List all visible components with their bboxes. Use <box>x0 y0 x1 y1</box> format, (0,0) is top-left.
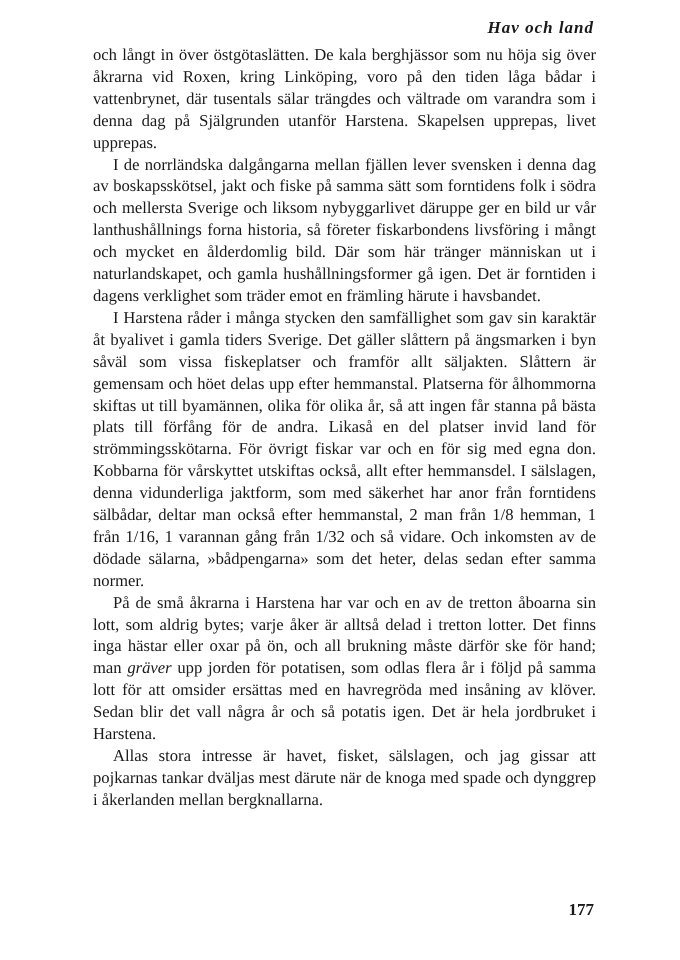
paragraph-1: och långt in över östgötaslätten. De kala berghjässor som nu höja sig över åkrarna vid Roxen, kring Linköping, voro på den tiden låga bådar i vattenbrynet, där tusentals sälar trängdes och vältrade om varandra som i denna dag på Själgrunden utanför Harstena. Skapelsen upprepas, livet upprepas. <box>93 45 596 152</box>
page-number: 177 <box>568 900 594 919</box>
paragraph-4-text-after: upp jorden för potatisen, som odlas flera år i följd på samma lott för att omsider ersättas med en havregröda med insåning av klöver. Sedan blir det vall några år och så potatis igen. Det är hela jordbruket i Harstena. <box>93 658 597 744</box>
paragraph-3: I Harstena råder i många stycken den samfällighet som gav sin karaktär åt byalivet i gamla tiders Sverige. Det gäller slåttern på ängsmarken i byn såväl som vissa fiskeplatser och framför allt säljakten. Slåttern är gemensam och höet delas upp efter hemmanstal. Platserna för ålhommorna skiftas ut till byamännen, olika för olika år, så att ingen får stanna på bästa plats till förfång för de andra. Likaså en del platser invid land för strömmingsskötarna. För övrigt fiskar var och en för sig med egna don. Kobbarna för vårskyttet utskiftas också, allt efter hemmansdel. I sälslagen, denna vidunderliga jaktform, som med säkerhet har anor från forntidens sälbådar, deltar man också efter hemmanstal, 2 man från 1/8 hemman, 1 från 1/16, 1 varannan gång från 1/32 och så vidare. Och inkomsten av de dödade sälarna, »bådpengarna» som det heter, delas sedan efter samma normer. <box>93 307 596 590</box>
running-head: Hav och land <box>487 18 594 37</box>
paragraph-5: Allas stora intresse är havet, fisket, sälslagen, och jag gissar att pojkarnas tankar dväljas mest därute när de knoga med spade och dynggrep i åkerlanden mellan bergknallarna. <box>93 746 596 809</box>
paragraph-4 <box>93 592 596 745</box>
body-text <box>93 44 596 811</box>
paragraph-2: I de norrländska dalgångarna mellan fjällen lever svensken i denna dag av boskapsskötsel, jakt och fiske på samma sätt som forntidens folk i södra och mellersta Sverige och liksom nybyggarlivet däruppe ger en bild ur vår lanthushållnings forna historia, så företer fiskarbondens livsföring i mångt och mycket en ålderdomlig bild. Där som här tränger människan ut i naturlandskapet, och gamla hushållningsformer gå igen. Det är forntiden i dagens verklighet som träder emot en främling härute i havsbandet. <box>93 154 596 305</box>
paragraph-4-text-before: På de små åkrarna i Harstena har var och en av de tretton åboarna sin lott, som aldrig bytes; varje åker är alltså delad i tretton lotter. Det finns inga hästar eller oxar på ön, och all brukning måste därför ske för hand; man <box>93 592 596 678</box>
emphasized-word: gräver <box>127 658 172 678</box>
